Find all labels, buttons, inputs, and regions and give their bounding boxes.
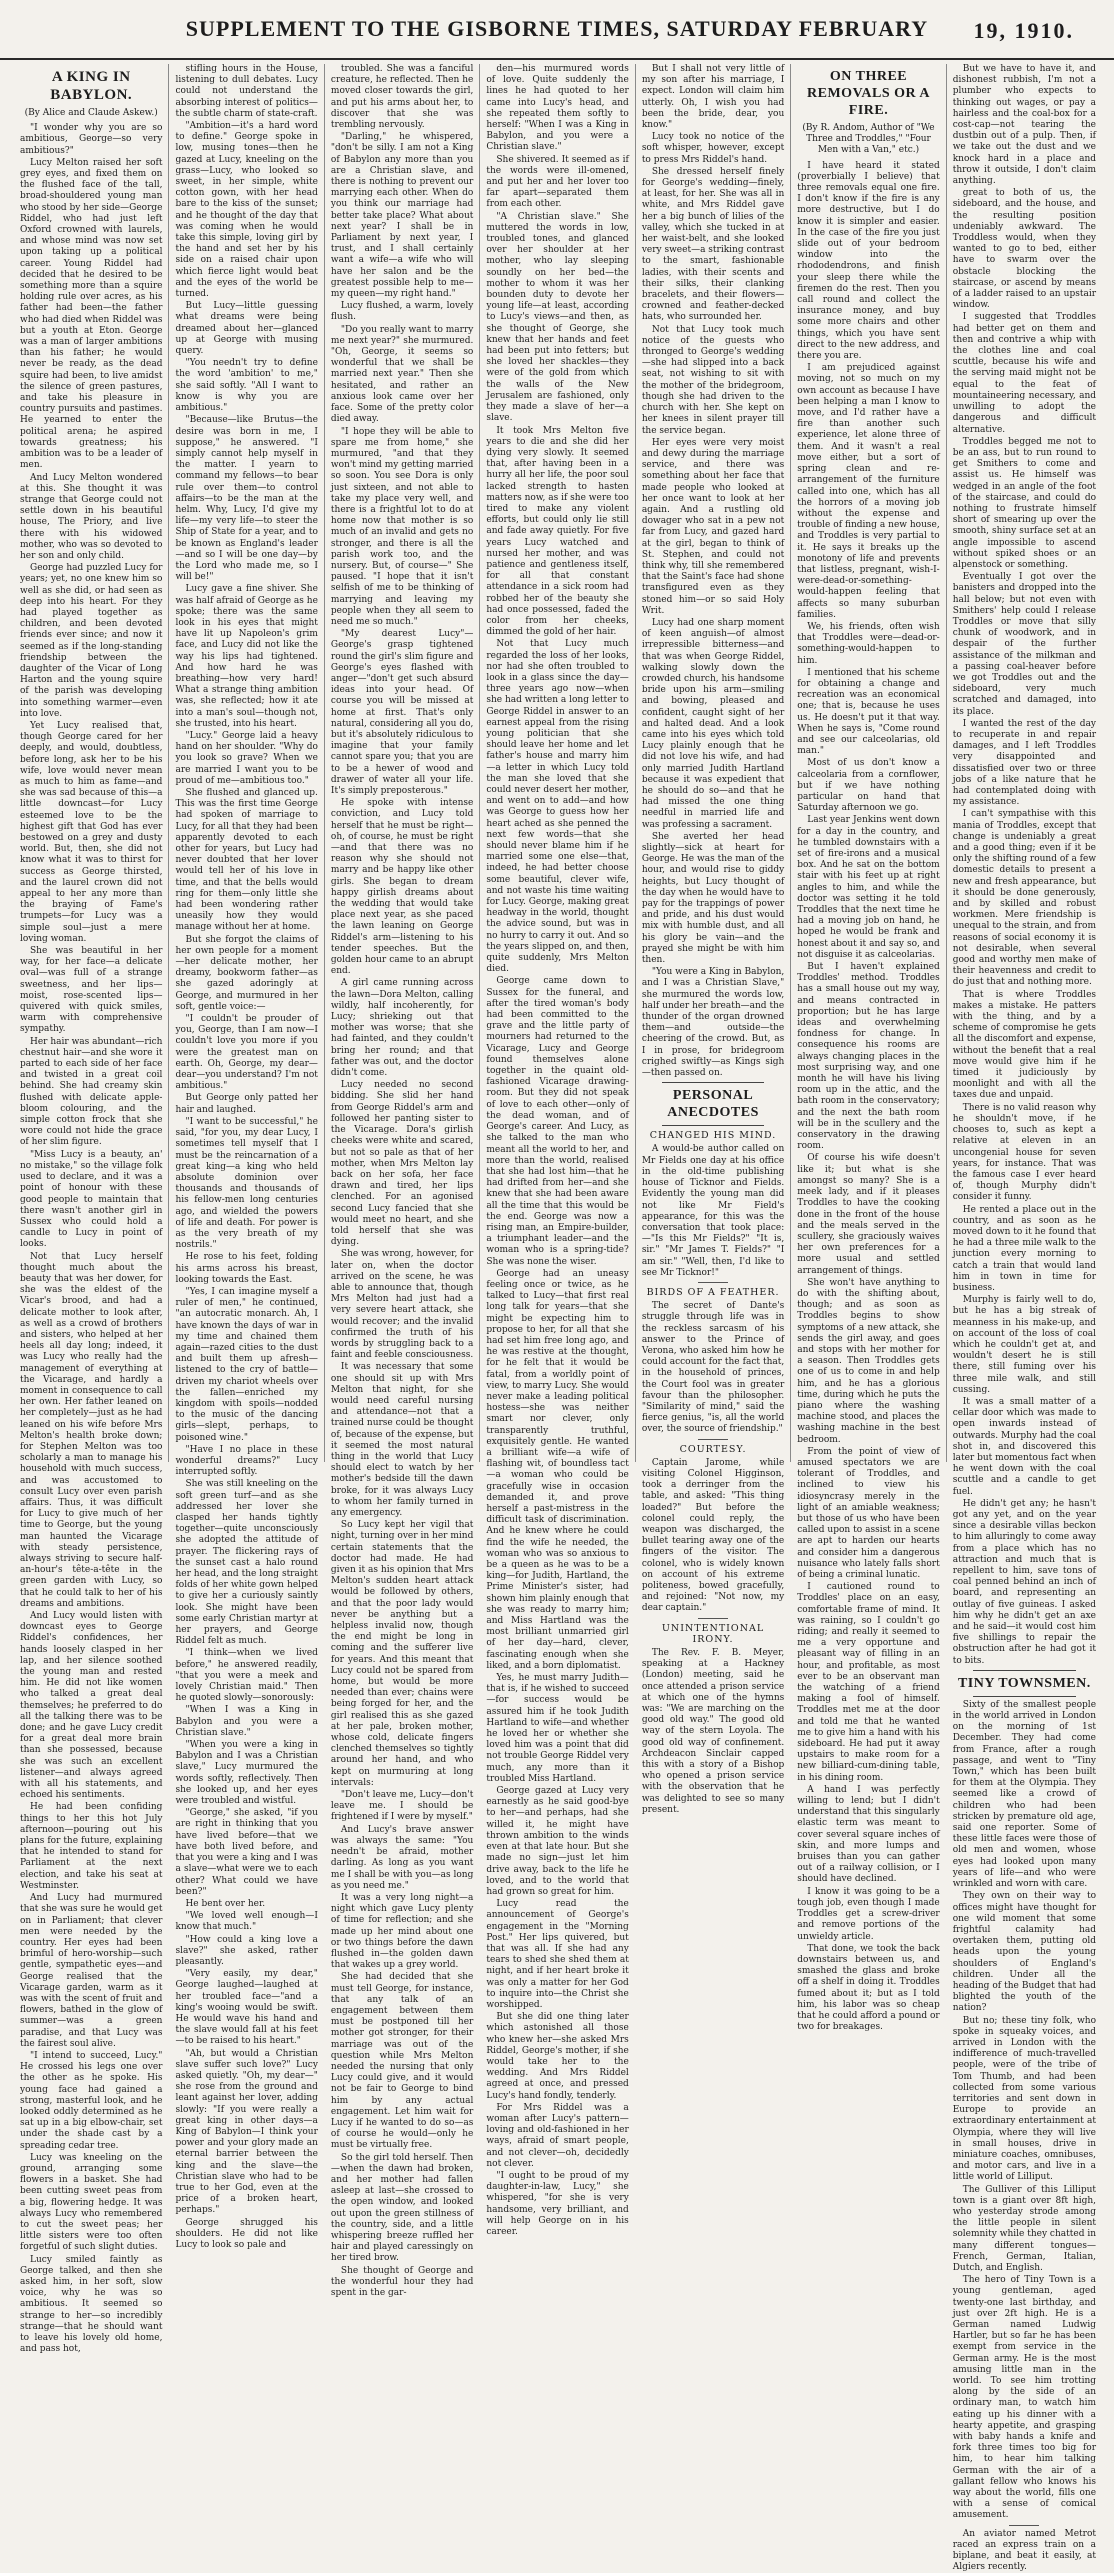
paragraph: "You needn't try to define the word 'ambition' to me," she said softly. "All I want to know is why you are ambitious.": [175, 358, 318, 414]
paragraph: I am prejudiced against moving, not so much on my own account as because I have been helping a man I know to move, and I'd rather have a fire than another such experience, let alone three of them. And it wasn't a real move either, but a sort of spring clean and re-arrangement of the furniture called into one, which has all the horrors of a moving job without the expense and trouble of finding a new house, and Troddles is very partial to it. He says it breaks up the monotony of life and prevents that listless, pregnant, wish-I-were-dead-or-something-would-happen feeling that affects so many suburban families.: [797, 363, 940, 620]
paragraph: "Do you really want to marry me next year?" she murmured. "Oh, George, it seems so wonderful that we shall be married next year." Then she hesitated, and rather an anxious look came over her face. Some of the pretty color died away.: [330, 324, 474, 425]
paragraph: Yet Lucy realised that, though George cared for her deeply, and would, doubtless, before long, ask her to be his wife, love would never mean as much to him as fame—and she was sad because of this—a little downcast—for Lucy esteemed love to be the highest gift that God has ever bestowed on a grey and dusty world. But, then, she did not know what it was to thirst for success as George thirsted, and the laurel crown did not appeal to her any more than the braying of Fame's trumpets—for Lucy was a simple soul—just a mere loving woman.: [20, 720, 163, 944]
paragraph: He had been confiding things to her this hot July afternoon—pouring out his plans for the future, explaining that he intended to stand for Parliament at the next election, and take his seat at Westminster.: [20, 1802, 163, 1891]
paragraph: Not that Lucy much regarded the loss of her looks, nor had she often troubled to look in a glass since the day—three years ago now—when she had written a long letter to George Riddel in answer to an earnest appeal from the rising young politician that she should leave her home and let father's house and marry him—a letter in which Lucy told the man she loved that she could never desert her mother, and went on to add—and how was George to guess how her heart ached as she penned the next few words—that she should never blame him if he married some one else—that, indeed, he had better choose some beautiful, clever wife, and not waste his time waiting for Lucy. George, making great headway in the world, thought the advice sound, but was in no hurry to carry it out. And so the years slipped on, and then, quite suddenly, Mrs Melton died.: [486, 639, 629, 975]
paragraph: den—his murmured words of love. Quite suddenly the lines he had quoted to her came into Lucy's head, and she repeated them softly to herself: "When I was a King in Babylon, and you were a Christian slave.": [486, 64, 629, 153]
paragraph: "I think—when we lived before," he answered readily, "that you were a meek and lovely Christian maid." Then he quoted slowly—sonorously:: [175, 1648, 318, 1704]
section-headline-personal: PERSONAL ANECDOTES: [667, 1088, 759, 1121]
paragraph: "A Christian slave." She muttered the words in low, troubled tones, and glanced over her shoulder at her mother, who lay sleeping soundly on her bed—the mother to whom it was her bounden duty to devote her young life—at least, according to Lucy's views—and then, as she thought of George, she knew that her hands and feet had been put into fetters; but she loved her shackles—they were of the gold from which the walls of the New Jerusalem are fashioned, only they made a slave of her—a slave.: [486, 211, 629, 424]
article-body-removals-cont: [953, 64, 1096, 1667]
newspaper-title: SUPPLEMENT TO THE GISBORNE TIMES, SATURDAY FEBRUARY: [185, 16, 929, 41]
paragraph: She was wrong, however, for later on, when the doctor arrived on the scene, he was able to announce that, though Mrs Melton had just had a very severe heart attack, she would recover; and the invalid confirmed the truth of his words by struggling back to a faint and feeble consciousness.: [330, 1249, 474, 1361]
paragraph: But I shall not very little of my son after his marriage, I expect. London will claim him utterly. Oh, I wish you had been the bride, dear, you know.": [641, 64, 785, 131]
divider: [698, 1439, 728, 1440]
paragraph: He bent over her.: [185, 1898, 266, 1909]
paragraph: Lucy needed no second bidding. She slid her hand from George Riddel's arm and followed her panting sister to the Vicarage. Dora's girlish cheeks were white and scared, but not so pale as that of her mother, when Mrs Melton lay back on her sofa, her face drawn and tired, her lips clenched. For an agonised second Lucy fancied that she would meet no heart, and she told herself that she was dying.: [330, 1080, 474, 1248]
paragraph: Lucy had one sharp moment of keen anguish—of almost irrepressible bitterness—and that was when George Riddel, walking slowly down the crowded church, his handsome bride upon his arm—smiling and bowing, pleased and confident, caught sight of her and halted dead. And a look came into his eyes which told Lucy plainly enough that he did not love his wife, and had only married Judith Hartland because it was expedient that he should do so—and that he had missed the one thing needful in married life and was professing a sacrament.: [641, 617, 785, 830]
paragraph: So the girl told herself. Then—when the dawn had broken, and her mother had fallen asleep at last—she crossed to the open window, and looked out upon the green stillness of the country, side, and a little whispering breeze ruffled her hair and played caressingly on her tired brow.: [330, 2152, 474, 2264]
paragraph: Not that Lucy took much notice of the guests who thronged to George's wedding—she had slipped into a back seat, not wishing to sit with the mother of the bridegroom, though she had driven to the church with her. She kept on her knees in silent prayer till the service began.: [641, 324, 785, 436]
paragraph: We, his friends, often wish that Troddles were—dead-or-something-would-happen to him.: [797, 621, 940, 666]
paragraph: And Lucy Melton wondered at this. She thought it was strange that George could not settle down in his beautiful house, The Priory, and live there with his widowed mother, who was so devoted to her son and only child.: [20, 472, 163, 561]
column-5: [636, 64, 791, 1815]
paragraph: Sixty of the smallest people in the world arrived in London on the morning of 1st December. They had come from France, after a rough passage, and went to "Tiny Town," which has been built for them at the Olympia. They seemed like a crowd of children who had been stricken by premature old age, said one reporter. Some of these little faces were those of old men and women, whose eyes had looked upon many years of life—and who were wrinkled and worn with care.: [952, 1699, 1097, 1890]
anecdote-body: [642, 1301, 784, 1435]
divider: [662, 1125, 764, 1126]
paragraph: Her hair was abundant—rich chestnut hair—and she wore it parted to each side of her face and twisted in a great coil behind. She had creamy skin flushed with delicate apple-bloom colouring, and the simple cotton frock that she wore could not hide the grace of her slim figure.: [20, 1036, 163, 1148]
paragraph: I cautioned round to Troddles' place on an easy, comfortable frame of mind. It was raining, so I couldn't go riding; and really it seemed to me a very opportune and pleasant way of filling in an hour, and profitable, as most ever to be an observant man the watching of a friend making a fool of himself. Troddles met me at the door and told me that he wanted me to give him a hand with his sideboard. He had put it away upstairs to make room for a new billiard-cum-dining table, in his dining room.: [797, 1582, 940, 1783]
paragraph: She flushed and glanced up. This was the first time George had spoken of marriage to Lucy, for all that they had been apparently devoted to each other for years, but Lucy had never doubted that her lover would tell her of his love in time, and that the bells would ring for them—only little she had been wondering rather uneasily how they would manage without her at home.: [175, 788, 318, 933]
paragraph: Lucy smiled faintly as George talked, and then she asked him, in her soft, slow voice, why he was so ambitious. It seemed so strange to her—so incredibly strange—that he should want to leave his lovely old home, and pass hot,: [20, 2254, 163, 2355]
article-body-tiny: [953, 1700, 1096, 2522]
paragraph: Her eyes were very moist and dewy during the marriage service, and there was something about her face that made people who looked at her once want to look at her again. And a rustling old dowager who sat in a pew not far from Lucy, and gazed hard at the girl, began to think of St. Stephen, and could not think why, till she remembered that the Saint's face had shone transfigured even as they stoned him—or so said Holy Writ.: [641, 437, 785, 616]
paragraph: stifling hours in the House, listening to dull debates. Lucy could not understand the absorbing interest of politics—the subtle charm of state-craft.: [175, 64, 318, 119]
paragraph: And Lucy would listen with downcast eyes to George Riddel's confidences, her hands loosely clasped in her lap, and her silence soothed the young man and rested him. He did not like women who talked a great deal themselves; he preferred to do all the talking there was to be done; and he gave Lucy credit for a great deal more brain than she possessed, because she was such an excellent listener—and always agreed with all his statements, and echoed his sentiments.: [20, 1611, 163, 1801]
paragraph: A hand I was perfectly willing to lend; but I didn't understand that this singularly elastic term was meant to cover several square inches of skin, and more lumps and bruises than you can gather out of a railway collision, or I should have declined.: [797, 1784, 940, 1885]
paragraph: "Yes, I can imagine myself a ruler of men," he continued, "an autocratic monarch. Ah, I have known the days of war in my time and chained them again—razed cities to the dust and built them up afresh—listened to the cry of battle—driven my chariot wheels over the fallen—enriched my kingdom with spoils—nodded to the music of the dancing girls—slept, perhaps, to poisoned wine.": [175, 1286, 318, 1443]
paragraph: George shrugged his shoulders. He did not like Lucy to look so pale and: [175, 2217, 318, 2250]
paragraph: But she forgot the claims of her own people for a moment—her delicate mother, her dreamy, bookworm father—as she gazed adoringly at George, and murmured in her soft, gentle voice:—: [175, 934, 318, 1012]
paragraph: George had puzzled Lucy for years; yet, no one knew him so well as she did, or had seen as deep into his heart. For they had played together as children, and been devoted friends ever since; and now it seemed as if the long-standing friendship between the daughter of the Vicar of Long Harton and the young squire of the parish was developing into something warmer—even into love.: [20, 563, 163, 719]
article-body-king: [20, 123, 162, 2355]
paragraph: He rose to his feet, folding his arms across his breast, looking towards the East.: [175, 1252, 318, 1285]
article-byline-removals: (By R. Andom, Author of "We Three and Troddles," "Four Men with a Van," etc.): [802, 123, 935, 156]
paragraph: She won't have anything to do with the shifting about, though; and as soon as Troddles begins to show symptoms of a new attack, she sends the girl away, and goes and stops with her mother for a season. Then Troddles gets one of us to come in and help him, and he has a glorious time, during which he puts the piano where the washing machine stood, and places the washing machine in the best bedroom.: [797, 1277, 940, 1445]
divider: [662, 1082, 764, 1083]
column-7: [947, 64, 1102, 2573]
divider: [973, 1670, 1076, 1671]
divider: [1009, 2525, 1039, 2526]
paragraph: Not that Lucy herself thought much about the beauty that was her dower, for she was the eldest of the Vicar's brood, and had a delicate mother to look after, as well as a crowd of brothers and sisters, who helped at her heels all day long; indeed, it was Lucy who really had the management of everything at the Vicarage, and hardly a moment in consequence to call her own. Her father leaned on her completely—just as he had leaned on his wife before Mrs Melton's health broke down; for Stephen Melton was too scholarly a man to manage his household with much success, and was accustomed to consult Lucy over even parish affairs. Thus, it was difficult for Lucy to give much of her time to George, but the young man haunted the Vicarage with steady persistence, always striving to secure half-an-hour's tête-a-tête in the green garden with Lucy, so that he could talk to her of his dreams and ambitions.: [20, 1251, 163, 1609]
paragraph: A would-be author called on Mr Fields one day at his office in the old-time publishing house of Ticknor and Fields. Evidently the young man did not like Mr Field's appearance, for this was the conversation that took place:—"Is this Mr Fields?" "It is, sir." "Mr James T. Fields?" "I am sir." "Well, then, I'd like to see Mr Ticknor!": [641, 1144, 785, 1278]
divider: [973, 1696, 1076, 1697]
paragraph: Of course his wife doesn't like it; but what is she amongst so many? She is a meek lady, and if it pleases Troddles to have the cooking done in the front of the house and the meals served in the scullery, she graciously waives her own preferences for a more usual and settled arrangement of things.: [797, 1153, 940, 1276]
paragraph: troubled. She was a fanciful creature, he reflected. Then he moved closer towards the girl, and put his arms about her, to discover that she was trembling nervously.: [330, 64, 474, 131]
paragraph: I suggested that Troddles had better get on them and then and contrive a whip with the clothes line and coal scuttle, because his wife and the serving maid might not be equal to the feat of mountaineering necessary, and unwilling to adopt the dangerous and difficult alternative.: [952, 312, 1097, 435]
paragraph: "I ought to be proud of my daughter-in-law, Lucy," she whispered, "for she is very handsome, very brilliant, and will help George on in his career.: [486, 2170, 629, 2237]
paragraph: They own on their way to offices might have thought for one wild moment that some frightful calamity had overtaken them, putting old heads upon the young shoulders of England's children. Under all the heading of the Budget that had blighted the youth of the nation?: [952, 1891, 1097, 2014]
article-headline-tiny: TINY TOWNSMEN.: [957, 1675, 1091, 1691]
paragraph: Captain Jarome, while visiting Colonel Higginson, took a derringer from the table, and asked: "This thing loaded?" But before the colonel could reply, the weapon was discharged, the bullet tearing away one of the fingers of the visitor. The colonel, who is widely known on account of his extreme politeness, bowed gracefully, and rejoined: "Not now, my dear captain.": [641, 1457, 785, 1614]
paragraph: I have heard it stated (proverbially I believe) that three removals equal one fire. I don't know if the fire is any more destructive, but I do know it is simpler and easier. In the case of the fire you just slide out of your bedroom window into the rhododendrons, and finish your sleep there while the firemen do the rest. Then you call round and collect the insurance money, and buy some more chairs and other things, which you have sent direct to the new address, and there you are.: [797, 160, 940, 362]
paragraph: She had decided that she must tell George, for instance, that any talk of an engagement between them must be postponed till her mother got stronger, for their marriage was out of the question while Mrs Melton needed the nursing that only Lucy could give, and it would not be fair to George to bind him by any actual engagement. Let him wait for Lucy if he wanted to do so—as of course he would—only he must be virtually free.: [330, 1972, 474, 2151]
paragraph: I mentioned that his scheme for obtaining a change and recreation was an economical one; that is, because he uses us. He doesn't put it that way. When he says is, "Come round and see our calceolarias, old man.": [797, 667, 940, 757]
column-3: [325, 64, 480, 2299]
paragraph: "Very easily, my dear," George laughed—laughed at her troubled face—"and a king's wooing would be swift. He would wave his hand and the slave would fall at his feet—to be raised to his heart.": [175, 1969, 318, 2047]
column-4: [480, 64, 635, 2237]
page-columns: [14, 64, 1102, 2573]
paragraph: George came down to Sussex for the funeral, and after the tired woman's body had been committed to the grave and the little party of mourners had returned to the Vicarage, Lucy and George found themselves alone together in the quaint old-fashioned Vicarage drawing-room. But they did not speak of love to each other—only of the dead woman, and of George's career. And Lucy, as she talked to the man who meant all the world to her, and more than the world, realised that she had lost him—that he had drifted from her—and she knew that she had been aware all the time that this would be the end. George was now a rising man, an Empire-builder, a triumphant leader—and the woman who is a spring-tide? She was none the wiser.: [486, 976, 629, 1267]
paragraph: I wanted the rest of the day to recuperate in and repair damages, and I left Troddles very disappointed and dissatisfied over two or three jobs of a like nature that he had contemplated doing with my assistance.: [952, 718, 1097, 808]
masthead: [0, 0, 1114, 60]
paragraph: It took Mrs Melton five years to die and she did her dying very slowly. It seemed that, after having been in a hurry all her life, the poor soul lacked strength to hasten matters now, as if she were too tired to make any violent efforts, but could only lie still and fade away quietly. For five years Lucy watched and nursed her mother, and was patience and gentleness itself, for all that constant attendance in a sick room had robbed her of the beauty she had once possessed, faded the color from her cheeks, dimmed the gold of her hair.: [486, 425, 629, 638]
anecdote-title: COURTESY.: [679, 1443, 747, 1455]
paragraph: Murphy is fairly well to do, but he has a big streak of meanness in his make-up, and on account of the loss of coal which he couldn't get at, and wouldn't desert he is still there, still fuming over his three mile walk, and still cussing.: [952, 1295, 1097, 1395]
paragraph: So Lucy kept her vigil that night, turning over in her mind certain statements that the doctor had made. He had given it as his opinion that Mrs Melton's sudden heart attack would be followed by others, and that the poor lady would never be anything but a helpless invalid now, though the end might be long in coming and the sufferer live for years. And this meant that Lucy could not be spared from home, but would be more needed than ever; chains were being forged for her, and the girl realised this as she gazed at her pale, broken mother, whose cold, delicate fingers clenched themselves so tightly around her hand, and who kept on murmuring at long intervals:: [330, 1520, 474, 1788]
paragraph: But I haven't explained Troddles' method. Troddles has a small house out my way, and means contracted in proportion; but he has large ideas and overwhelming fondness for change. In consequence his rooms are always changing places in the most surprising way, and one month he will have his living room up in the attic, and the bath room in the conservatory; and the next the bath room will be in the scullery and the conservatory in the drawing room.: [797, 962, 940, 1152]
divider: [698, 1618, 728, 1619]
paragraph: She was beautiful in her way, for her face—a delicate oval—was full of a strange sweetness, and her lips—moist, rose-scented lips—quivered with quick smiles, warm with comprehensive sympathy.: [20, 946, 163, 1035]
paragraph: Lucy took no notice of the soft whisper, however, except to press Mrs Riddel's hand.: [641, 132, 785, 165]
divider: [698, 1282, 728, 1283]
paragraph: He didn't get any; he hasn't got any yet, and on the year since a desirable villas beckon to him alluringly to come away from a place which has no attraction and much that is repellent to him, save tons of coal penned behind an inch of board, and representing an outlay of five guineas. I asked him why he didn't get an axe and he said—it would cost him five shillings to repair the obstruction after he had got it to bits.: [952, 1498, 1097, 1666]
paragraph: Yes, he must marry Judith—that is, if he wished to succeed—for success would be assured him if he took Judith Hartland to wife—and whether he loved her or whether she loved him was a point that did not trouble George Riddel very much, any more than it troubled Miss Hartland.: [486, 1673, 629, 1784]
paragraph: I know it was going to be a tough job, even though I made Troddles get a screw-driver and remove portions of the unwieldy article.: [797, 1886, 940, 1942]
paragraph: Lucy gave a fine shiver. She was half afraid of George as he spoke; there was the same look in his eyes that might have lit up Napoleon's grim face, and Lucy did not like the way his lips had tightened. And how hard he was breathing—how very hard! What a strange thing ambition was, she reflected; how it ate into a man's soul—though not, she trusted, into his heart.: [175, 584, 318, 729]
article-headline-removals: ON THREE REMOVALS OR A FIRE.: [807, 69, 930, 118]
paragraph: "I intend to succeed, Lucy." He crossed his legs one over the other as he spoke. His young face had gained a strong, masterful look, and he looked oddly determined as he sat up in a big elbow-chair, set under the shade cast by a spreading cedar tree.: [20, 2050, 163, 2151]
article-body-king-cont: [175, 64, 317, 2251]
paragraph: He spoke with intense conviction, and Lucy told herself that he must be right—oh, of course, he must be right—and that there was no reason why she should not marry and be happy like other girls. She began to dream happy girlish dreams about the wedding that would take place next year, as she paced the lawn leaning on George Riddel's arm—listening to his tender speeches. But the golden hour came to an abrupt end.: [330, 798, 474, 977]
paragraph: That is where Troddles makes a mistake. He patters with the thing, and by a scheme of compromise he gets all the discomfort and expense, without the benefit that a real move would give him if he timed it judiciously by moonlight and with all the taxes due and unpaid.: [952, 989, 1097, 1101]
paragraph: But George only patted her hair and laughed.: [175, 1093, 318, 1115]
article-body-king-end: [642, 64, 784, 1079]
anecdote-body: [642, 1144, 784, 1278]
paragraph: "Miss Lucy is a beauty, an' no mistake," so the village folk used to declare, and it was a point of honour with these good people to maintain that there wasn't another girl in Sussex who could hold a candle to Lucy in point of looks.: [20, 1149, 163, 1250]
paragraph: Last year Jenkins went down for a day in the country, and he tumbled downstairs with a set of fire-irons and a musical box. And he sat on the bottom stair with his feet up at right angles to him, and while the doctor was setting it he told Troddles that the next time he had a moving job on hand, he hoped he would be frank and honest about it and say so, and not disguise it as calceolarias.: [797, 815, 940, 960]
paragraph: "Have I no place in these wonderful dreams?" Lucy interrupted softly.: [175, 1444, 318, 1478]
column-6: [791, 64, 946, 2033]
paragraph: For Mrs Riddel was a woman after Lucy's pattern—loving and old-fashioned in her ways, afraid of smart people, and not clever—oh, decidedly not clever.: [486, 2102, 629, 2169]
paragraph: But we have to have it, and dishonest rubbish, I'm not a plumber who expects to thinking out wages, or pay a hairless and the coal-box for a cost-cap—not tearing the dustbin out of a pulp. Then, if we take out the dust and we knock hard in a place and throw it outside, I don't claim anything.: [952, 64, 1097, 187]
article-body-removals: [797, 161, 939, 2034]
article-body-king-cont-3: [486, 64, 628, 2238]
paragraph: George gazed at Lucy very earnestly as he said good-bye to her—and perhaps, had she willed it, he might have thrown ambition to the winds even at that late hour. But she made no sign—just let him drive away, back to the life he loved, and to the world that had grown so great for him.: [486, 1786, 629, 1897]
paragraph: Troddles begged me not to be an ass, but to run round to get Smithers to come and assist us. He himself was wedged in an angle of the foot of the staircase, and could do nothing to frustrate himself short of smearing up over the smooth, shiny surface set at an angle impossible to ascend without spiked shoes or an alpenstock or something.: [952, 436, 1097, 570]
paragraph: The Rev. F. B. Meyer, speaking at a Hackney (London) meeting, said he once attended a prison service at which one of the hymns was: "We are marching on the good old way." The good old way of the stern Loyola. The good old way of confinement. Archdeacon Sinclair capped this with a story of a Bishop who opened a prison service with the observation that he was delighted to see so many present.: [641, 1648, 785, 1815]
paragraph: "Ah, but would a Christian slave suffer such love?" Lucy asked quietly. "Oh, my dear—" she rose from the ground and leant against her lover, adding slowly: "If you were really a great king in other days—a King of Babylon—I think your power and your glory made an eternal barrier between the king and the slave—the Christian slave who had to be true to her God, even at the price of a broken heart, perhaps.": [175, 2048, 318, 2216]
paragraph: She averted her head slightly—sick at heart for George. He was the man of the hour, and would rise to giddy heights, but Lucy thought of the day when he would have to pay for the trappings of power and pride, and his dust would mix with humble dust, and all his glory be vain—and the prayed she might be with him then.: [641, 831, 785, 966]
paragraph: She shivered. It seemed as if the words were ill-omened, and put her and her lover too far apart—separated them from each other.: [486, 154, 629, 210]
anecdote-body: [642, 1648, 784, 1816]
paragraph: But she did one thing later which astonished all those who knew her—she asked Mrs Riddel, George's mother, if she would take her to the wedding. And Mrs Riddel agreed at once, and pressed Lucy's hand fondly, tenderly.: [486, 2012, 629, 2101]
paragraph: "We loved well enough—I know that much.": [175, 1911, 318, 1933]
paragraph: The hero of Tiny Town is a young gentleman, aged twenty-one last birthday, and just over 2ft high. He is a German named Ludwig Hartler, but so far he has been exempt from service in the German army. He is the most amusing little man in the world. To see him trotting along by the side of an ordinary man, to watch him eating up his dinner with a hearty appetite, and grasping with baby hands a knife and fork three times too big for him, to hear him talking German with the air of a gallant fellow who knows his way about the world, fills one with a sense of comical amusement.: [952, 2275, 1097, 2521]
paragraph: Most of us don't know a calceolaria from a cornflower, but if we have nothing particular on hand that Saturday afternoon we go.: [797, 758, 940, 814]
paragraph: There is no valid reason why he shouldn't move, if he chooses to, such as kept a relative at eleven in an uncongenial house for seven years, for instance. That was the famous case I ever heard of, though Murphy didn't consider it funny.: [952, 1102, 1097, 1203]
paragraph: She was still kneeling on the soft green turf—and as she addressed her lover she clasped her hands tightly together—quite unconsciously she adopted the attitude of prayer. The flickering rays of the sunset cast a halo round her head, and the long straight folds of her white gown helped to give her a curiously saintly look. She might have been some early Christian martyr at her prayers, and George Riddel felt as much.: [175, 1479, 318, 1647]
paragraph: It was a small matter of a cellar door which was made to open inwards instead of outwards. Murphy had the coal shot in, and discovered this later but momentous fact when he went down with the coal scuttle and a candle to get fuel.: [952, 1396, 1097, 1497]
column-1: [14, 64, 169, 2355]
paragraph: "Lucy." George laid a heavy hand on her shoulder. "Why do you look so grave? When we are married I want you to be proud of me—ambitious too.": [175, 730, 318, 786]
paragraph: "Ambition—it's a hard word to define." George spoke in low, musing tones—then he gazed at Lucy, kneeling on the grass—Lucy, who looked so sweet, in her simple, white cotton gown, with her head bare to the kiss of the sunset; and he thought of the day that was coming when he would take this simple, loving girl by the hand and set her by his side on a raised chair upon which fierce light would beat and the eyes of the world be turned.: [175, 121, 318, 300]
paragraph: Lucy Melton raised her soft grey eyes, and fixed them on the flushed face of the tall, broad-shouldered young man who stood by her side—George Riddel, who had just left Oxford crowned with laurels, and whose mind was now set upon taking up a political career. Young Riddel had decided that he desired to be something more than a squire holding rule over acres, as his father had been—the father who had died when Riddel was but a youth at Eton. George was a man of larger ambitions than his father; he would never be ready, as the dead squire had been, to live amidst the silence of green pastures, and take his pleasure in country pursuits and pastimes. He yearned to enter the political arena; he aspired towards greatness; his ambition was to be a leader of men.: [20, 157, 163, 471]
paragraph: "My dearest Lucy"—George's grasp tightened round the girl's slim figure and George's eyes flashed with anger—"don't get such absurd ideas into your head. Of course you will be missed at home at first. That's only natural, considering all you do, but it's absolutely ridiculous to imagine that your family cannot spare you; that you are to be a hewer of wood and drawer of water all your life. It's simply preposterous.": [330, 629, 474, 796]
paragraph: The secret of Dante's struggle through life was in the reckless sarcasm of his answer to the Prince of Verona, who asked him how he could account for the fact that, in the household of princes, the Court fool was in greater favour than the philosopher. "Similarity of mind," said the fierce genius, "is, all the world over, the source of friendship.": [641, 1301, 785, 1435]
anecdote-title: CHANGED HIS MIND.: [649, 1130, 777, 1142]
paragraph: She dressed herself finely for George's wedding—finely, at least, for her. She was all in white, and Mrs Riddel gave her a big bunch of lilies of the valley, which she tucked in at her waist-belt, and she looked very sweet—a striking contrast to the smart, fashionable ladies, with their scents and their silks, their clanking bracelets, and their flowers—crowned and feather-decked hats, who surrounded her.: [641, 166, 785, 323]
paragraph: "When I was a King in Babylon and you were a Christian slave.": [175, 1705, 318, 1738]
paragraph: George had an uneasy feeling once or twice, as he talked to Lucy—that first real long talk for years—that she might be expecting him to propose to her, for all that she had set him free long ago, and he was restive at the thought, for he felt that it would be fatal, from a worldly point of view, to marry Lucy. She would never make a leading political hostess—she was neither smart nor clever, only transparently truthful, exquisitely gentle. He wanted a brilliant wife—a wife of flashing wit, of boundless tact—a woman who could be gracefully wise in occasion demanded it, and prove herself a past-mistress in the difficult task of discrimination. And he knew where he could find the wife he needed, the woman who was so anxious to be a queen as he was to be a king—for Judith, Hartland, the Prime Minister's sister, had shown him plainly enough that she was ready to marry him; and Miss Hartland was the most brilliant unmarried girl of her day—hard, clever, fascinating enough when she liked, and a born diplomatist.: [486, 1268, 629, 1671]
paragraph: But Lucy—little guessing what dreams were being dreamed about her—glanced up at George with musing query.: [175, 301, 318, 357]
paragraph: But no; these tiny folk, who spoke in squeaky voices, and arrived in London with the indifference of much-travelled people, were of the tribe of Tom Thumb, and had been collected from some various territories and sent down in Europe to provide an extraordinary entertainment at Olympia, where they will live in small houses, drive in miniature coaches, omnibuses, and motor cars, and live in a little world of Lilliput.: [952, 2015, 1097, 2183]
paragraph: "Because—like Brutus—the desire was born in me, I suppose," he answered. "I simply cannot help myself in the matter. I yearn to command my fellows—to bear rule over them—to control affairs—to be the man at the helm. Why, Lucy, I'd give my life—my very life—to steer the Ship of State for a year, and to be known as England's leader—and so I will be one day—by the Lord who made me, so I will be!": [175, 415, 318, 583]
paragraph: And Lucy's brave answer was always the same: "You needn't be afraid, mother darling. As long as you want me I shall be with you—as long as you need me.": [330, 1824, 474, 1891]
article-body-king-cont-2: [331, 64, 473, 2299]
paragraph: It was necessary that some one should sit up with Mrs Melton that night, for she would need careful nursing and attendance—not that a trained nurse could be thought of, because of the expense, but it seemed the most natural thing in the world that Lucy should elect to watch by her mother's bedside till the dawn broke, for it was always Lucy to whom her family turned in any emergency.: [330, 1362, 474, 1518]
paragraph: From the point of view of amused spectators we are tolerant of Troddles, and inclined to view his idiosyncrasy merely in the light of an amiable weakness; but those of us who have been called upon to assist in a scene are apt to harden our hearts and consider him a dangerous nuisance who lately falls short of being a criminal lunatic.: [797, 1446, 940, 1580]
paragraph: He rented a place out in the country, and as soon as he moved down to it he found that he had a three mile walk to the junction every morning to catch a train that would land him in town in time for business.: [952, 1204, 1097, 1293]
newspaper-date: 19, 1910.: [973, 18, 1074, 43]
paragraph: "George," she asked, "if you are right in thinking that you have lived before—that we have both lived before, and that you were a king and I was a slave—what were we to each other? What could we have been?": [175, 1808, 318, 1897]
paragraph: And Lucy had murmured that she was sure he would get on in Parliament; that clever men were needed by the country. Her eyes had been brimful of hero-worship—such gentle, sympathetic eyes—and George realised that the Vicarage garden, warm as it was with the scent of fruit and flowers, bathed in the glow of summer—was a green paradise, and that Lucy was the fairest soul alive.: [20, 1893, 163, 2049]
paragraph: Lucy flushed, a warm, lovely flush.: [330, 301, 474, 323]
paragraph: Eventually I got over the banisters and dropped into the hall below; but not even with Smithers' help could I release Troddles or move that silly chunk of woodwork, and in despair of the further assistance of the milkman and a passing coal-heaver before we got Troddles out and the sideboard, very much scratched and damaged, into its place.: [952, 572, 1097, 717]
paragraph: "I want to be successful," he said, "for you, my dear Lucy, I sometimes tell myself that I must be the reincarnation of a great king—a king who held absolute dominion over thousands and thousands of his fellow-men long centuries ago, and wielded the powers of life and death. For power is as the very breath of my nostrils.": [175, 1116, 318, 1251]
anecdote-title: UNINTENTIONAL IRONY.: [661, 1622, 765, 1645]
news-brief: An aviator named Metrot raced an express train on a biplane, and beat it easily, at Algiers recently.: [952, 2528, 1097, 2573]
paragraph: Lucy was kneeling on the ground, arranging some flowers in a basket. She had been cutting sweet peas from a big, flowering hedge. It was always Lucy who remembered to cut the sweet peas; her little sisters were too often forgetful of such slight duties.: [20, 2152, 163, 2253]
paragraph: She thought of George and the wonderful hour they had spent in the gar-: [330, 2265, 474, 2299]
paragraph: "How could a king love a slave?" she asked, rather pleasantly.: [175, 1934, 318, 1967]
paragraph: "I hope they will be able to spare me from home," she murmured, "and that they won't mind my getting married so soon. You see Dora is only just sixteen, and not able to take my place very well, and there is a frightful lot to do at home now that mother is so much of an invalid and gets no stronger, and there is all the parish work too, and the nursery. But, of course—" She paused. "I hope that it isn't selfish of me to be thinking of marrying and leaving my people when they all seem to need me so much.": [330, 426, 474, 627]
paragraph: That done, we took the back downstairs between us, and smashed the glass and broke off a shelf in doing it. Troddles fumed about it; but as I told him, his labor was so cheap that he could afford a pound or two for breakages.: [797, 1943, 940, 2033]
anecdote-body: [642, 1458, 784, 1615]
paragraph: "Darling," he whispered, "don't be silly. I am not a King of Babylon any more than you are a Christian slave, and there is nothing to prevent our marrying each other. When do you think our marriage had better take place? What about next year? I shall be in Parliament by next year, I trust, and I shall certainly want a wife—a wife who will have her salon and be the greatest possible help to me—my queen—my right hand.": [330, 132, 474, 300]
paragraph: Lucy read the announcement of George's engagement in the "Morning Post." Her lips quivered, but that was all. If she had any tears to shed she shed them at night, and if her heart broke it was only a matter for her God to inquire into—the Christ she worshipped.: [486, 1899, 629, 2010]
paragraph: "Don't leave me, Lucy—don't leave me. I should be frightened if I were by myself.": [330, 1790, 474, 1823]
paragraph: great to both of us, the sideboard, and the house, and the resulting position undeniably awkward. The Troddless would, when they wanted to go to bed, either have to swarm over the obstacle blocking the staircase, or ascend by means of a ladder raised to an upstair window.: [952, 188, 1097, 311]
column-2: [169, 64, 324, 2250]
paragraph: It was a very long night—a night which gave Lucy plenty of time for reflection; and she made up her mind about one or two things before the dawn flushed in—the golden dawn that wakes up a grey world.: [330, 1892, 474, 1971]
article-byline-king: (By Alice and Claude Askew.): [24, 108, 158, 118]
article-headline-king: A KING IN BABYLON.: [50, 69, 133, 103]
paragraph: "You were a King in Babylon, and I was a Christian Slave," she murmured the words low, half under her breath—and the thunder of the organ drowned them—and outside—the cheering of the crowd. But, as I in prose, for bridegroom crighed swiftly—as Kings sigh—then passed on.: [641, 967, 785, 1079]
paragraph: "I couldn't be prouder of you, George, than I am now—I couldn't love you more if you were the greatest man on earth. Oh, George, my dear—dear—you understand? I'm not ambitious.": [175, 1014, 318, 1092]
paragraph: "I wonder why you are so ambitious, George—so very ambitious?": [20, 123, 163, 156]
anecdote-title: BIRDS OF A FEATHER.: [646, 1286, 780, 1298]
paragraph: The Gulliver of this Lilliput town is a giant over 8ft high, who yesterday strode among the little people in silent solemnity while they chatted in many different tongues—French, German, Italian, Dutch, and English.: [952, 2184, 1097, 2273]
paragraph: I can't sympathise with this mania of Troddles, except that change is undeniably a great and a good thing; even if it be only the shifting round of a few domestic details to present a new and fresh appearance, but it should be done generously, and by skilled and robust workmen. Mere friendship is unequal to the strain, and from reasons of social economy it is not desirable, when several good and worthy men make of their heavenness and credit to do just that and nothing more.: [952, 809, 1097, 988]
paragraph: A girl came running across the lawn—Dora Melton, calling wildly, half incoherently, for Lucy; shrieking out that mother was worse; that she had fainted, and they couldn't bring her round; and that father was out, and the doctor didn't come.: [330, 978, 474, 1079]
paragraph: "When you were a king in Babylon and I was a Christian slave," Lucy murmured the words softly, reflectively. Then she looked up, and her eyes were troubled and wistful.: [175, 1740, 318, 1807]
